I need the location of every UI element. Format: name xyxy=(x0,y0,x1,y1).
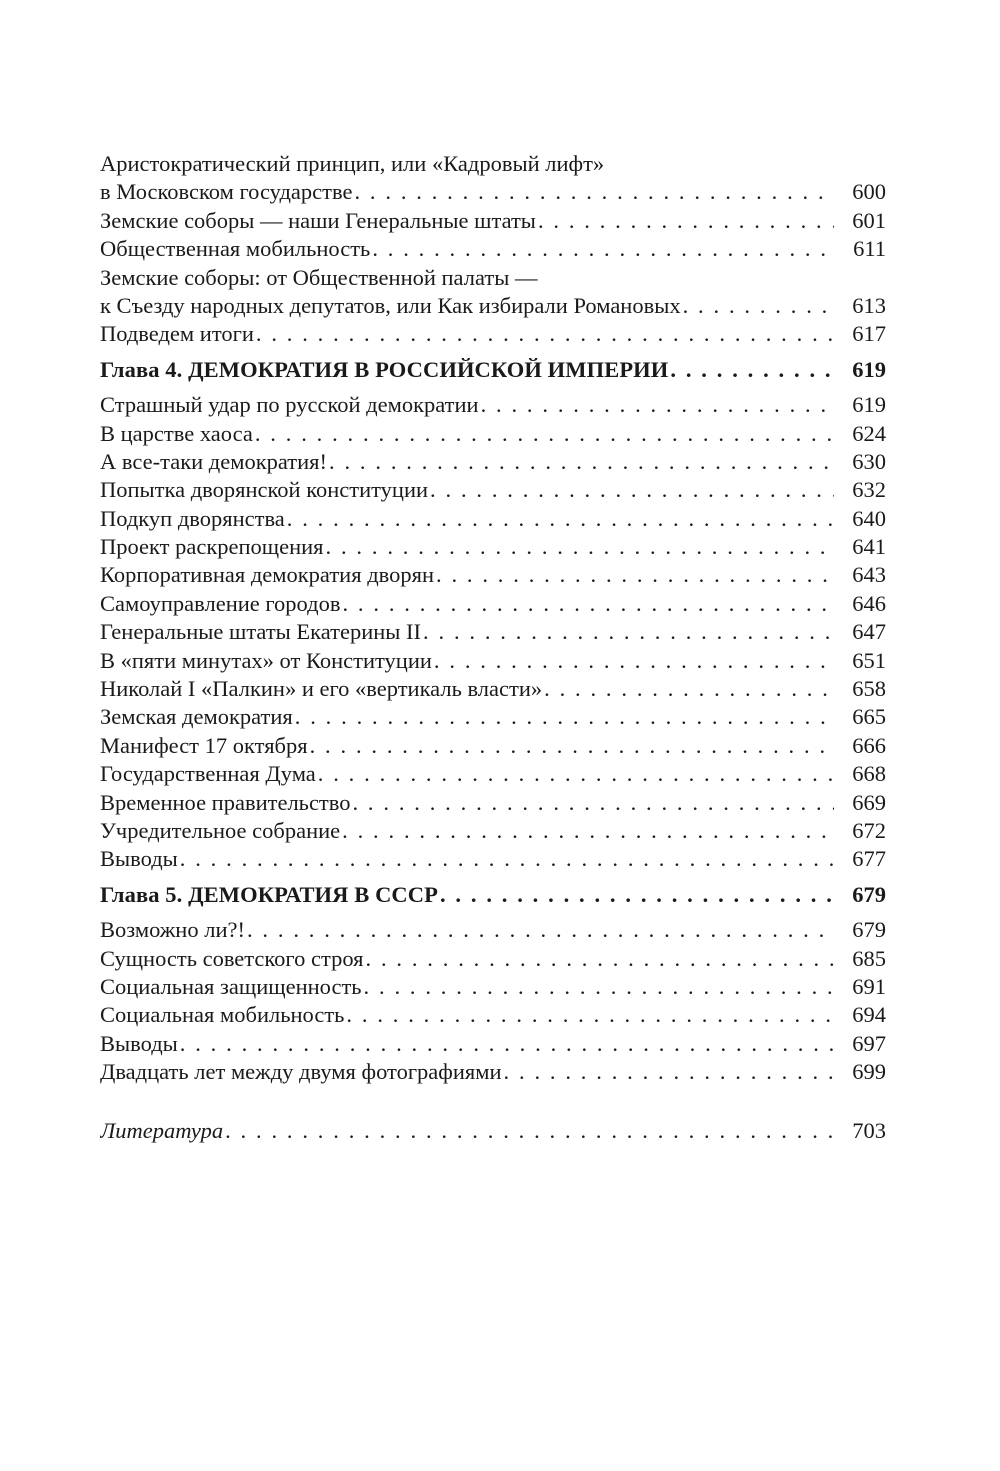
toc-entry-title: В царстве хаоса xyxy=(100,420,253,446)
dot-leader xyxy=(423,618,834,646)
dot-leader xyxy=(481,391,834,419)
toc-entry-page: 619 xyxy=(852,392,886,418)
toc-entry-page: 697 xyxy=(852,1030,886,1056)
toc-entry-title: Учредительное собрание xyxy=(100,817,341,843)
toc-entry xyxy=(100,817,886,845)
toc-entry-page: 630 xyxy=(852,448,886,474)
dot-leader xyxy=(318,760,834,788)
toc-entry-page: 617 xyxy=(852,321,886,347)
toc-entry-title: Генеральные штаты Екатерины II xyxy=(100,619,422,645)
toc-entry-page: 651 xyxy=(852,647,886,673)
toc-entry xyxy=(100,505,886,533)
toc-entry-title: Проект раскрепощения xyxy=(100,534,324,560)
dot-leader xyxy=(180,1030,834,1058)
toc-entry-page: 672 xyxy=(852,817,886,843)
chapter-title: Глава 5. ДЕМОКРАТИЯ В СССР xyxy=(100,881,438,907)
toc-entry-title: Социальная защищенность xyxy=(100,973,362,999)
toc-entry xyxy=(100,618,886,646)
toc-entry xyxy=(100,1058,886,1086)
toc-entry-page: 624 xyxy=(852,420,886,446)
dot-leader xyxy=(436,561,834,589)
dot-leader xyxy=(352,789,834,817)
toc-entry-title: в Московском государстве xyxy=(100,179,353,205)
toc-entry-title: Земские соборы — наши Генеральные штаты xyxy=(100,207,536,233)
toc-entry xyxy=(100,207,886,235)
toc-chapter-heading xyxy=(100,356,886,384)
toc-entry xyxy=(100,647,886,675)
toc-entry-page: 647 xyxy=(852,619,886,645)
toc-entry-title: В «пяти минутах» от Конституции xyxy=(100,647,432,673)
toc-entry-title: Подведем итоги xyxy=(100,321,254,347)
toc-entry-title: Выводы xyxy=(100,1030,178,1056)
toc-entry-title: Земская демократия xyxy=(100,704,293,730)
toc-entry-title: Корпоративная демократия дворян xyxy=(100,562,434,588)
dot-leader xyxy=(310,732,834,760)
toc-entry-page: 613 xyxy=(852,292,886,318)
literature-title: Литература xyxy=(100,1117,224,1143)
dot-leader xyxy=(247,916,834,944)
toc-entry-page: 600 xyxy=(852,179,886,205)
chapter-page: 679 xyxy=(852,881,886,907)
toc-entry-title: Временное правительство xyxy=(100,789,351,815)
dot-leader xyxy=(364,973,834,1001)
toc-entry-line xyxy=(100,264,886,292)
toc-entry-title: Двадцать лет между двумя фотографиями xyxy=(100,1059,502,1085)
chapter-page: 619 xyxy=(852,356,886,382)
toc-entry-title: Общественная мобильность xyxy=(100,236,371,262)
toc-entry-title: Аристократический принцип, или «Кадровый лифт» xyxy=(100,151,605,176)
toc-entry-page: 665 xyxy=(852,704,886,730)
toc-entry xyxy=(100,533,886,561)
dot-leader xyxy=(342,590,834,618)
toc-entry-title: А все-таки демократия! xyxy=(100,448,328,474)
toc-entry-page: 691 xyxy=(852,973,886,999)
toc-entry xyxy=(100,973,886,1001)
toc-entry-page: 643 xyxy=(852,562,886,588)
dot-leader xyxy=(329,448,834,476)
toc-entry-page: 646 xyxy=(852,590,886,616)
dot-leader xyxy=(287,505,834,533)
toc-entry xyxy=(100,732,886,760)
toc-entry xyxy=(100,1030,886,1058)
toc-entry-page: 641 xyxy=(852,534,886,560)
toc-entry-title: Страшный удар по русской демократии xyxy=(100,392,479,418)
toc-entry-page: 658 xyxy=(852,676,886,702)
toc-entry-page: 699 xyxy=(852,1059,886,1085)
toc-entry-title: Попытка дворянской конституции xyxy=(100,477,429,503)
toc-entry xyxy=(100,561,886,589)
toc-entry xyxy=(100,703,886,731)
dot-leader xyxy=(225,1117,834,1145)
dot-leader xyxy=(255,420,834,448)
toc-entry xyxy=(100,420,886,448)
dot-leader xyxy=(372,235,834,263)
toc-entry-title: Выводы xyxy=(100,846,178,872)
toc-entry-title: Николай I «Палкин» и его «вертикаль власти» xyxy=(100,676,543,702)
dot-leader xyxy=(295,703,834,731)
toc-entry-title: Государственная Дума xyxy=(100,761,316,787)
toc-entry-page: 611 xyxy=(853,236,886,262)
toc-entry-page: 685 xyxy=(852,945,886,971)
toc-entry xyxy=(100,320,886,348)
toc-entry-page: 601 xyxy=(852,207,886,233)
toc-entry xyxy=(100,789,886,817)
dot-leader xyxy=(538,207,834,235)
dot-leader xyxy=(544,675,834,703)
dot-leader xyxy=(180,845,834,873)
dot-leader xyxy=(683,292,834,320)
toc-chapter-heading xyxy=(100,881,886,909)
dot-leader xyxy=(504,1058,834,1086)
toc-literature xyxy=(100,1117,886,1145)
toc-entry xyxy=(100,178,886,206)
dot-leader xyxy=(256,320,834,348)
dot-leader xyxy=(326,533,834,561)
toc-entry xyxy=(100,945,886,973)
toc-entry-title: Социальная мобильность xyxy=(100,1002,345,1028)
toc-entry-title: Манифест 17 октября xyxy=(100,732,308,758)
toc-entry-page: 640 xyxy=(852,505,886,531)
toc-entry xyxy=(100,1001,886,1029)
toc-entry-title: Земские соборы: от Общественной палаты — xyxy=(100,264,538,290)
toc-entry xyxy=(100,235,886,263)
dot-leader xyxy=(346,1001,834,1029)
toc-entry-page: 666 xyxy=(852,732,886,758)
toc-entry-title: к Съезду народных депутатов, или Как избирали Романовых xyxy=(100,292,681,318)
toc-entry-page: 677 xyxy=(852,846,886,872)
toc-entry-page: 668 xyxy=(852,761,886,787)
toc-entry-page: 694 xyxy=(852,1002,886,1028)
toc-entry xyxy=(100,590,886,618)
toc-entry xyxy=(100,845,886,873)
dot-leader xyxy=(354,178,834,206)
table-of-contents xyxy=(100,150,886,1145)
toc-entry xyxy=(100,448,886,476)
toc-entry xyxy=(100,476,886,504)
dot-leader xyxy=(440,881,834,909)
toc-entry-page: 669 xyxy=(852,789,886,815)
literature-page: 703 xyxy=(852,1117,886,1143)
toc-entry xyxy=(100,391,886,419)
toc-entry-page: 632 xyxy=(852,477,886,503)
toc-entry-title: Сущность советского строя xyxy=(100,945,364,971)
toc-entry-title: Подкуп дворянства xyxy=(100,505,285,531)
toc-entry-title: Самоуправление городов xyxy=(100,590,341,616)
toc-entry-line xyxy=(100,150,886,178)
chapter-title: Глава 4. ДЕМОКРАТИЯ В РОССИЙСКОЙ ИМПЕРИИ xyxy=(100,356,669,382)
dot-leader xyxy=(434,647,834,675)
dot-leader xyxy=(430,476,834,504)
dot-leader xyxy=(670,356,834,384)
toc-entry-page: 679 xyxy=(852,917,886,943)
dot-leader xyxy=(366,945,835,973)
toc-entry xyxy=(100,675,886,703)
dot-leader xyxy=(342,817,834,845)
toc-entry-title: Возможно ли?! xyxy=(100,917,245,943)
toc-entry xyxy=(100,292,886,320)
toc-entry xyxy=(100,760,886,788)
toc-entry xyxy=(100,916,886,944)
